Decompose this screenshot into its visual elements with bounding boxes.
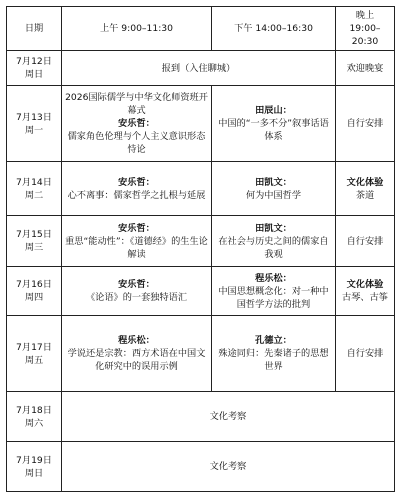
table-row — [7, 162, 395, 216]
weekday-label: 周二 — [24, 189, 44, 201]
session-title: 重思“能动性”：《道德经》的生生论解读 — [65, 235, 208, 260]
date-label: 7月17日 — [16, 341, 52, 353]
session-title: 儒家角色伦理与个人主义意识形态恃论 — [67, 131, 206, 155]
date-label: 7月13日 — [16, 111, 52, 123]
header-evening-time: 19:00–20:30 — [349, 23, 381, 47]
evening-cell: 自行安排 — [336, 86, 395, 162]
morning-session — [62, 316, 212, 392]
evening-session — [336, 267, 395, 316]
morning-session — [62, 216, 212, 267]
session-speaker: 文化体验 — [346, 176, 384, 188]
registration-cell: 报到（入住聊城） — [62, 51, 336, 86]
session-title: 在社会与历史之间的儒家自我观 — [218, 235, 329, 260]
afternoon-session — [212, 86, 336, 162]
session-speaker: 安乐哲： — [118, 118, 155, 129]
session-title: 何为中国哲学 — [245, 189, 302, 201]
table-row — [7, 267, 395, 316]
table-row — [7, 51, 395, 86]
weekday-label: 周三 — [24, 242, 44, 253]
schedule-table — [6, 6, 395, 492]
session-speaker: 田辰山： — [255, 105, 292, 116]
afternoon-session — [212, 216, 336, 267]
session-speaker: 田凯文： — [255, 222, 292, 234]
date-cell — [7, 216, 62, 267]
evening-cell: 欢迎晚宴 — [336, 51, 395, 86]
date-cell — [7, 162, 62, 216]
opening-ceremony: 2026国际儒学与中华文化师资班开幕式 — [65, 92, 208, 116]
weekday-label: 周日 — [24, 467, 44, 479]
header-evening — [336, 7, 395, 51]
evening-cell: 自行安排 — [336, 216, 395, 267]
afternoon-session — [212, 316, 336, 392]
header-afternoon: 下午 14:00–16:30 — [212, 7, 336, 51]
evening-cell: 自行安排 — [336, 316, 395, 392]
cultural-visit-cell: 文化考察 — [62, 442, 395, 492]
table-row — [7, 216, 395, 267]
date-cell — [7, 267, 62, 316]
morning-session — [62, 86, 212, 162]
date-label: 7月15日 — [16, 229, 52, 240]
date-cell — [7, 51, 62, 86]
session-speaker: 孔德立： — [255, 335, 292, 346]
table-row — [7, 316, 395, 392]
morning-session — [62, 162, 212, 216]
afternoon-session — [212, 267, 336, 316]
header-date: 日期 — [7, 7, 62, 51]
weekday-label: 周一 — [24, 124, 44, 136]
date-cell — [7, 392, 62, 442]
session-title: 中国思想概念化：对一种中国哲学方法的批判 — [218, 285, 329, 310]
session-title: 古琴、古筝 — [342, 292, 388, 303]
session-title: 茶道 — [355, 189, 375, 201]
table-row — [7, 392, 395, 442]
header-evening-label: 晚上 — [355, 10, 375, 21]
session-speaker: 程乐松： — [118, 335, 155, 346]
table-row — [7, 86, 395, 162]
evening-session — [336, 162, 395, 216]
weekday-label: 周日 — [24, 69, 44, 80]
session-speaker: 程乐松： — [255, 272, 292, 284]
date-label: 7月16日 — [16, 279, 52, 290]
session-speaker: 安乐哲： — [118, 222, 155, 234]
session-title: 心不离事：儒家哲学之扎根与延展 — [67, 189, 206, 201]
session-speaker: 安乐哲： — [118, 176, 155, 188]
table-row — [7, 442, 395, 492]
header-row — [7, 7, 395, 51]
morning-session — [62, 267, 212, 316]
date-cell — [7, 442, 62, 492]
session-title: 殊途同归：先秦诸子的思想世界 — [218, 348, 329, 372]
session-title: 学说还是宗教：西方术语在中国文化研究中的误用示例 — [67, 348, 206, 372]
session-title: 中国的“一多不分”叙事话语体系 — [218, 118, 329, 142]
weekday-label: 周四 — [24, 292, 44, 303]
date-label: 7月14日 — [16, 176, 52, 188]
header-morning: 上午 9:00–11:30 — [62, 7, 212, 51]
afternoon-session — [212, 162, 336, 216]
weekday-label: 周五 — [24, 354, 44, 366]
date-cell — [7, 86, 62, 162]
date-cell — [7, 316, 62, 392]
date-label: 7月19日 — [16, 454, 52, 466]
session-title: 《论语》的一套独特语汇 — [85, 292, 188, 303]
date-label: 7月18日 — [16, 404, 52, 416]
session-speaker: 文化体验 — [346, 279, 384, 290]
cultural-visit-cell: 文化考察 — [62, 392, 395, 442]
session-speaker: 田凯文： — [255, 176, 292, 188]
date-label: 7月12日 — [16, 56, 52, 67]
session-speaker: 安乐哲： — [118, 279, 155, 290]
weekday-label: 周六 — [24, 417, 44, 429]
